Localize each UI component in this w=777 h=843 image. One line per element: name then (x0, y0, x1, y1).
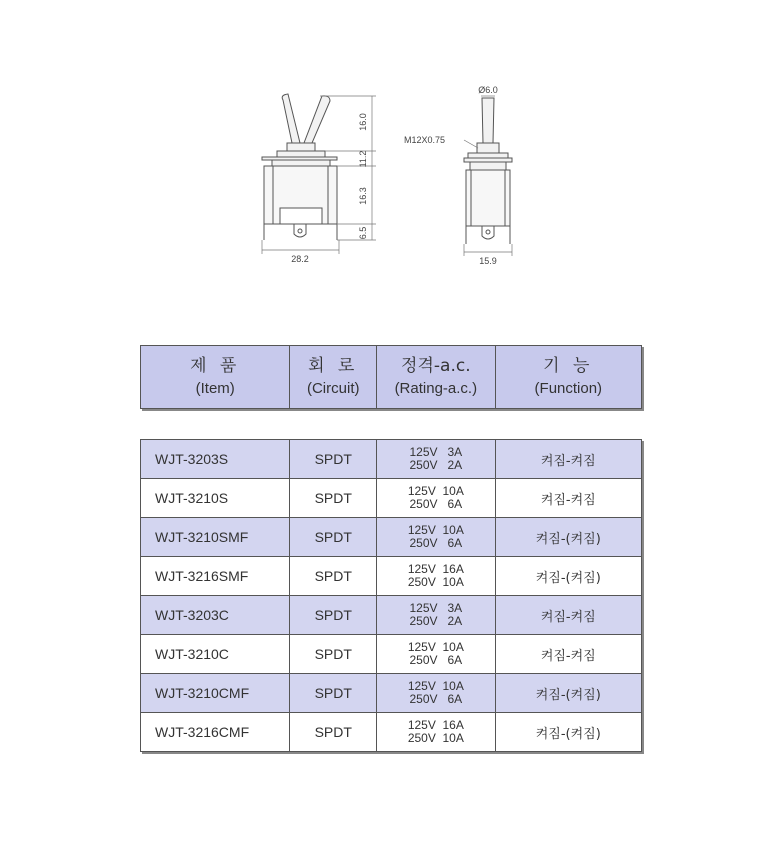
circuit-cell: SPDT (290, 596, 377, 634)
rating-125v: 125V 10A (407, 523, 464, 537)
rating-cell (377, 635, 496, 673)
circuit-cell: SPDT (290, 635, 377, 673)
rating-125v: 125V 16A (407, 718, 464, 732)
rating-250v: 250V 6A (409, 653, 463, 667)
rating-cell (377, 479, 496, 517)
spec-table-body (140, 439, 642, 752)
rating-250v: 250V 6A (409, 536, 463, 550)
table-row (141, 713, 641, 751)
rating-cell (377, 518, 496, 556)
header-item-en: (Item) (195, 380, 235, 397)
rating-250v: 250V 2A (409, 458, 463, 472)
rating-250v: 250V 6A (409, 692, 463, 706)
dim-11-2: 11.2 (358, 150, 368, 168)
table-row (141, 596, 641, 635)
rating-cell (377, 674, 496, 712)
rating-125v: 125V 10A (407, 679, 464, 693)
rating-125v: 125V 10A (407, 484, 464, 498)
rating-250v: 250V 10A (407, 575, 464, 589)
switch-dimension-drawing (0, 0, 777, 300)
rating-250v: 250V 2A (409, 614, 463, 628)
header-function-ko: 기 능 (543, 356, 594, 376)
circuit-cell: SPDT (290, 557, 377, 595)
item-cell: WJT-3210SMF (141, 518, 290, 556)
function-cell: 켜짐-켜짐 (540, 453, 596, 469)
rating-cell (377, 713, 496, 751)
header-function-en: (Function) (534, 380, 603, 397)
table-row (141, 518, 641, 557)
header-rating-ko: 정격-a.c. (401, 356, 471, 376)
dim-15-9: 15.9 (479, 256, 497, 266)
dim-16-3: 16.3 (358, 187, 368, 205)
rating-cell (377, 440, 496, 478)
function-cell: 켜짐-(켜짐) (535, 570, 601, 586)
function-cell: 켜짐-(켜짐) (535, 687, 601, 703)
dim-thread-m12: M12X0.75 (404, 135, 446, 145)
spec-table-header (140, 345, 642, 409)
header-rating-en: (Rating-a.c.) (394, 380, 478, 397)
dim-6-5: 6.5 (358, 226, 368, 240)
item-cell: WJT-3203S (141, 440, 290, 478)
rating-125v: 125V 3A (409, 445, 463, 459)
table-row (141, 440, 641, 479)
circuit-cell: SPDT (290, 479, 377, 517)
table-row (141, 557, 641, 596)
item-cell: WJT-3210S (141, 479, 290, 517)
item-cell: WJT-3210C (141, 635, 290, 673)
function-cell: 켜짐-켜짐 (540, 648, 596, 664)
function-cell: 켜짐-(켜짐) (535, 531, 601, 547)
header-circuit-ko: 회 로 (308, 356, 359, 376)
rating-125v: 125V 16A (407, 562, 464, 576)
table-row (141, 479, 641, 518)
circuit-cell: SPDT (290, 674, 377, 712)
header-function (496, 346, 641, 408)
table-row (141, 635, 641, 674)
rating-125v: 125V 3A (409, 601, 463, 615)
rating-125v: 125V 10A (407, 640, 464, 654)
dim-16-0: 16.0 (358, 113, 368, 131)
circuit-cell: SPDT (290, 518, 377, 556)
header-rating (377, 346, 496, 408)
item-cell: WJT-3203C (141, 596, 290, 634)
item-cell: WJT-3216CMF (141, 713, 290, 751)
dim-diameter-6-0: Ø6.0 (478, 85, 498, 95)
table-row (141, 674, 641, 713)
circuit-cell: SPDT (290, 440, 377, 478)
circuit-cell: SPDT (290, 713, 377, 751)
function-cell: 켜짐-켜짐 (540, 492, 596, 508)
rating-cell (377, 557, 496, 595)
rating-250v: 250V 6A (409, 497, 463, 511)
header-circuit-en: (Circuit) (306, 380, 360, 397)
header-item (141, 346, 290, 408)
header-item-ko: 제 품 (190, 356, 241, 376)
item-cell: WJT-3210CMF (141, 674, 290, 712)
header-circuit (290, 346, 377, 408)
rating-250v: 250V 10A (407, 731, 464, 745)
function-cell: 켜짐-(켜짐) (535, 726, 601, 742)
function-cell: 켜짐-켜짐 (540, 609, 596, 625)
item-cell: WJT-3216SMF (141, 557, 290, 595)
dim-28-2: 28.2 (291, 254, 309, 264)
rating-cell (377, 596, 496, 634)
technical-drawing (0, 0, 777, 300)
